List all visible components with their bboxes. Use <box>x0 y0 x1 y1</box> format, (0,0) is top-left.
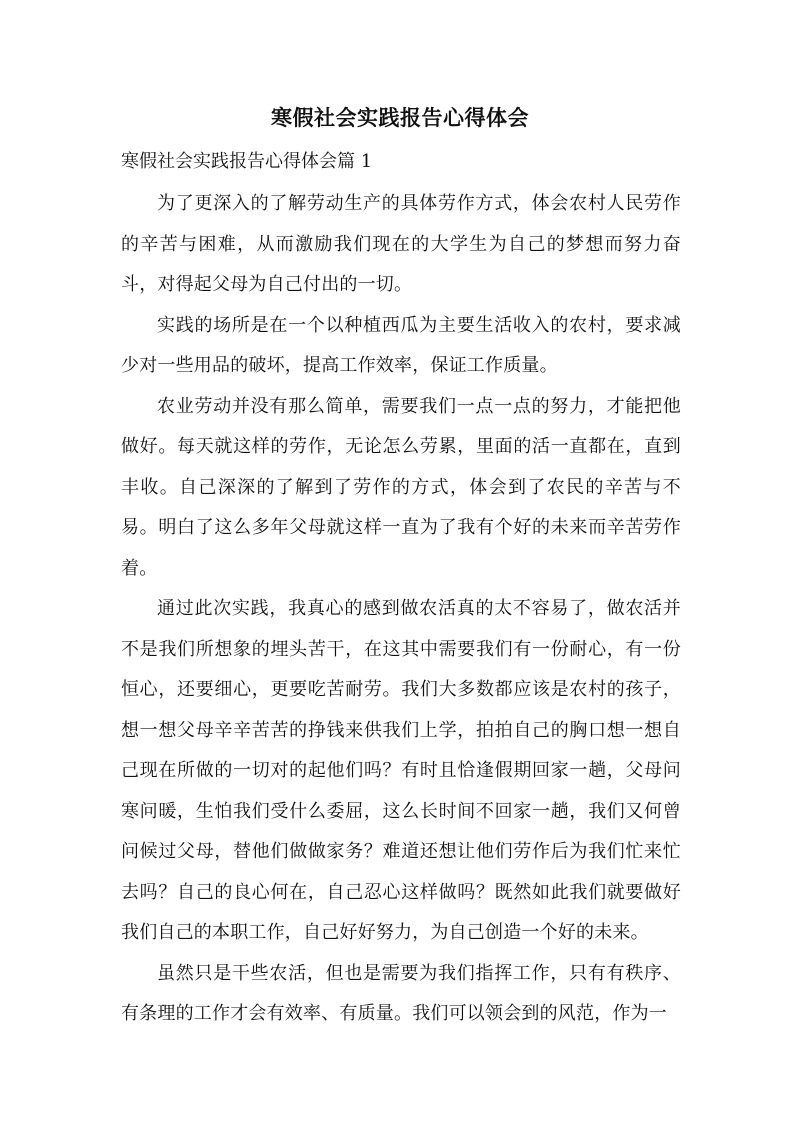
paragraph-3: 农业劳动并没有那么简单，需要我们一点一点的努力，才能把他做好。每天就这样的劳作，无论怎么劳累，里面的活一直都在，直到丰收。自己深深的了解到了劳作的方式，体会到了农民的辛苦与不易。明白了这么多年父母就这样一直为了我有个好的未来而辛苦劳作着。 <box>121 395 681 579</box>
paragraph-1: 为了更深入的了解劳动生产的具体劳作方式，体会农村人民劳作的辛苦与困难，从而激励我们现在的大学生为自己的梦想而努力奋斗，对得起父母为自己付出的一切。 <box>121 193 681 295</box>
paragraph-4: 通过此次实践，我真心的感到做农活真的太不容易了，做农活并不是我们所想象的埋头苦干，在这其中需要我们有一份耐心，有一份恒心，还要细心，更要吃苦耐劳。我们大多数都应该是农村的孩子，想一想父母辛辛苦苦的挣钱来供我们上学，拍拍自己的胸口想一想自己现在所做的一切对的起他们吗？有时且恰逢假期回家一趟，父母问寒问暖，生怕我们受什么委屈，这么长时间不回家一趟，我们又何曾问候过父母，替他们做做家务？难道还想让他们劳作后为我们忙来忙去吗？自己的良心何在，自己忍心这样做吗？既然如此我们就要做好我们自己的本职工作，自己好好努力，为自己创造一个好的未来。 <box>121 598 681 943</box>
paragraph-5: 虽然只是干些农活，但也是需要为我们指挥工作，只有有秩序、有条理的工作才会有效率、有质量。我们可以领会到的风范，作为一 <box>121 962 681 1024</box>
document-subtitle: 寒假社会实践报告心得体会篇 1 <box>121 151 373 172</box>
paragraph-2: 实践的场所是在一个以种植西瓜为主要生活收入的农村，要求减少对一些用品的破坏，提高工作效率，保证工作质量。 <box>121 314 681 376</box>
document-title: 寒假社会实践报告心得体会 <box>271 105 529 130</box>
document-body <box>121 184 681 1035</box>
